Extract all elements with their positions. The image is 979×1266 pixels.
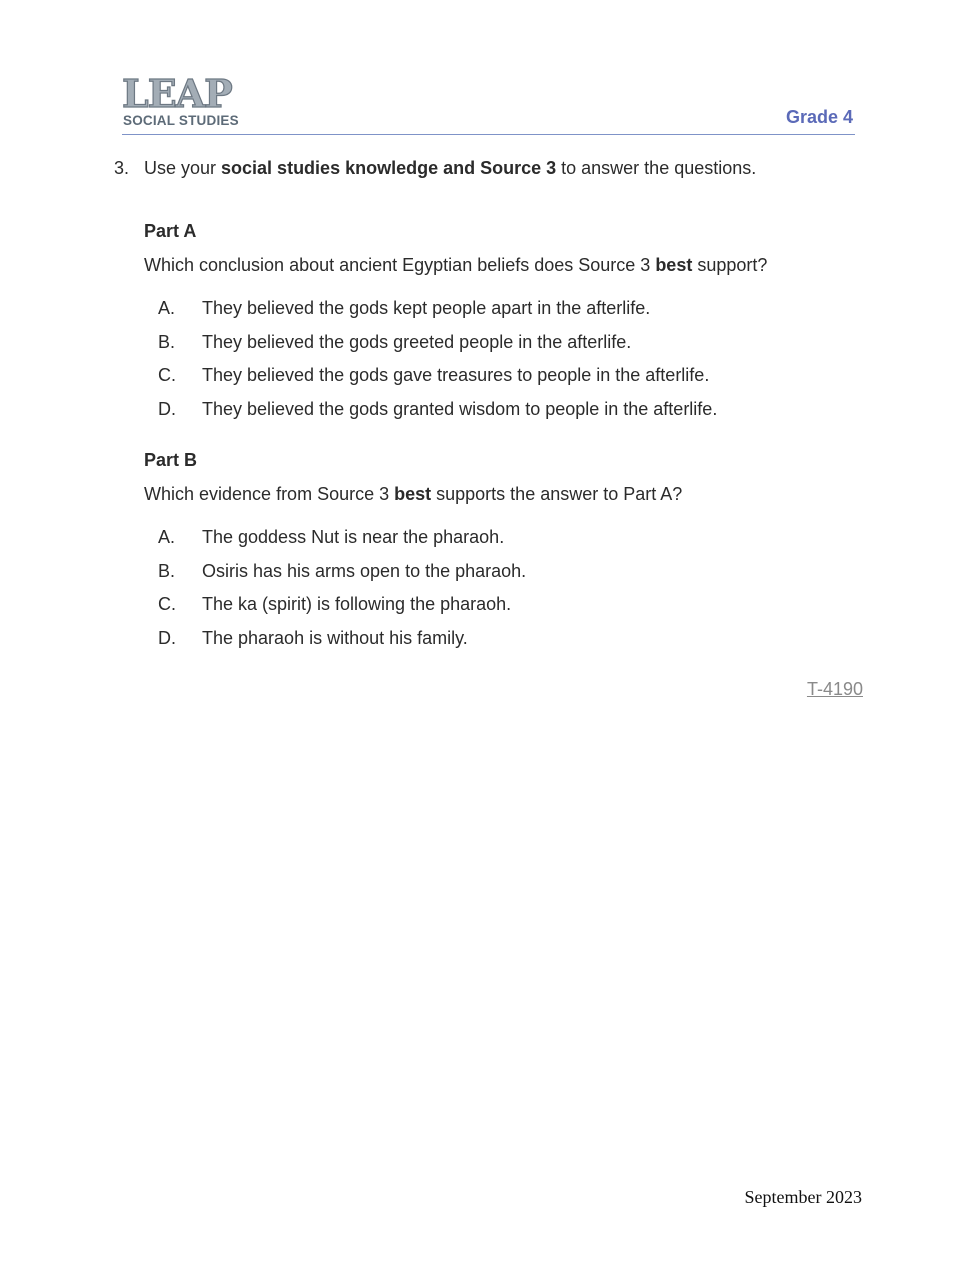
part-b-option-a[interactable]: [158, 526, 526, 560]
part-b-option-c[interactable]: [158, 593, 526, 627]
option-letter: C.: [158, 365, 176, 385]
option-letter: A.: [158, 298, 176, 318]
part-b-options: [158, 526, 526, 660]
logo-sub-text: SOCIAL STUDIES: [123, 113, 239, 128]
option-text: The pharaoh is without his family.: [202, 627, 468, 648]
part-b-prompt-post: supports the answer to Part A?: [431, 484, 683, 504]
option-text: They believed the gods granted wisdom to people in the afterlife.: [202, 398, 718, 419]
option-letter: A.: [158, 527, 176, 547]
option-letter: C.: [158, 594, 176, 614]
part-a-prompt-bold: best: [655, 255, 693, 275]
option-text: They believed the gods gave treasures to people in the afterlife.: [202, 365, 710, 385]
part-a-option-b[interactable]: [158, 331, 717, 365]
part-b-option-b[interactable]: [158, 560, 526, 594]
question-number: 3.: [114, 158, 130, 178]
option-text: Osiris has his arms open to the pharaoh.: [202, 560, 527, 581]
part-a-heading: Part A: [144, 221, 197, 241]
grade-label: Grade 4: [785, 107, 853, 127]
option-text: The ka (spirit) is following the pharaoh.: [202, 594, 512, 614]
item-reference-link[interactable]: T-4190: [806, 679, 863, 699]
part-a-prompt-post: support?: [692, 255, 768, 275]
option-letter: D.: [158, 398, 176, 419]
part-a-prompt-pre: Which conclusion about ancient Egyptian beliefs does Source 3: [144, 255, 656, 275]
option-text: They believed the gods kept people apart in the afterlife.: [202, 298, 651, 318]
part-a-options: [158, 297, 717, 431]
leap-logo: [122, 71, 262, 130]
part-a-prompt: [144, 254, 767, 276]
part-b-prompt-bold: best: [394, 484, 432, 504]
question-intro: [114, 157, 756, 179]
footer-date: September 2023: [744, 1187, 862, 1207]
part-a-option-a[interactable]: [158, 297, 717, 331]
intro-text-bold: social studies knowledge and Source 3: [221, 158, 557, 178]
part-b-prompt-pre: Which evidence from Source 3: [144, 484, 395, 504]
option-text: The goddess Nut is near the pharaoh.: [202, 527, 505, 547]
part-b-prompt: [144, 483, 682, 505]
intro-text-post: to answer the questions.: [556, 158, 757, 178]
option-letter: B.: [158, 331, 176, 352]
option-letter: D.: [158, 627, 176, 648]
intro-text-pre: Use your: [144, 158, 222, 178]
option-letter: B.: [158, 560, 176, 581]
logo-main-text: LEAP: [122, 71, 232, 116]
page-header: [122, 71, 855, 135]
part-a-option-d[interactable]: [158, 398, 717, 432]
part-b-heading: Part B: [144, 450, 198, 470]
part-b-option-d[interactable]: [158, 627, 526, 661]
option-text: They believed the gods greeted people in the afterlife.: [202, 331, 632, 352]
part-a-option-c[interactable]: [158, 364, 717, 398]
